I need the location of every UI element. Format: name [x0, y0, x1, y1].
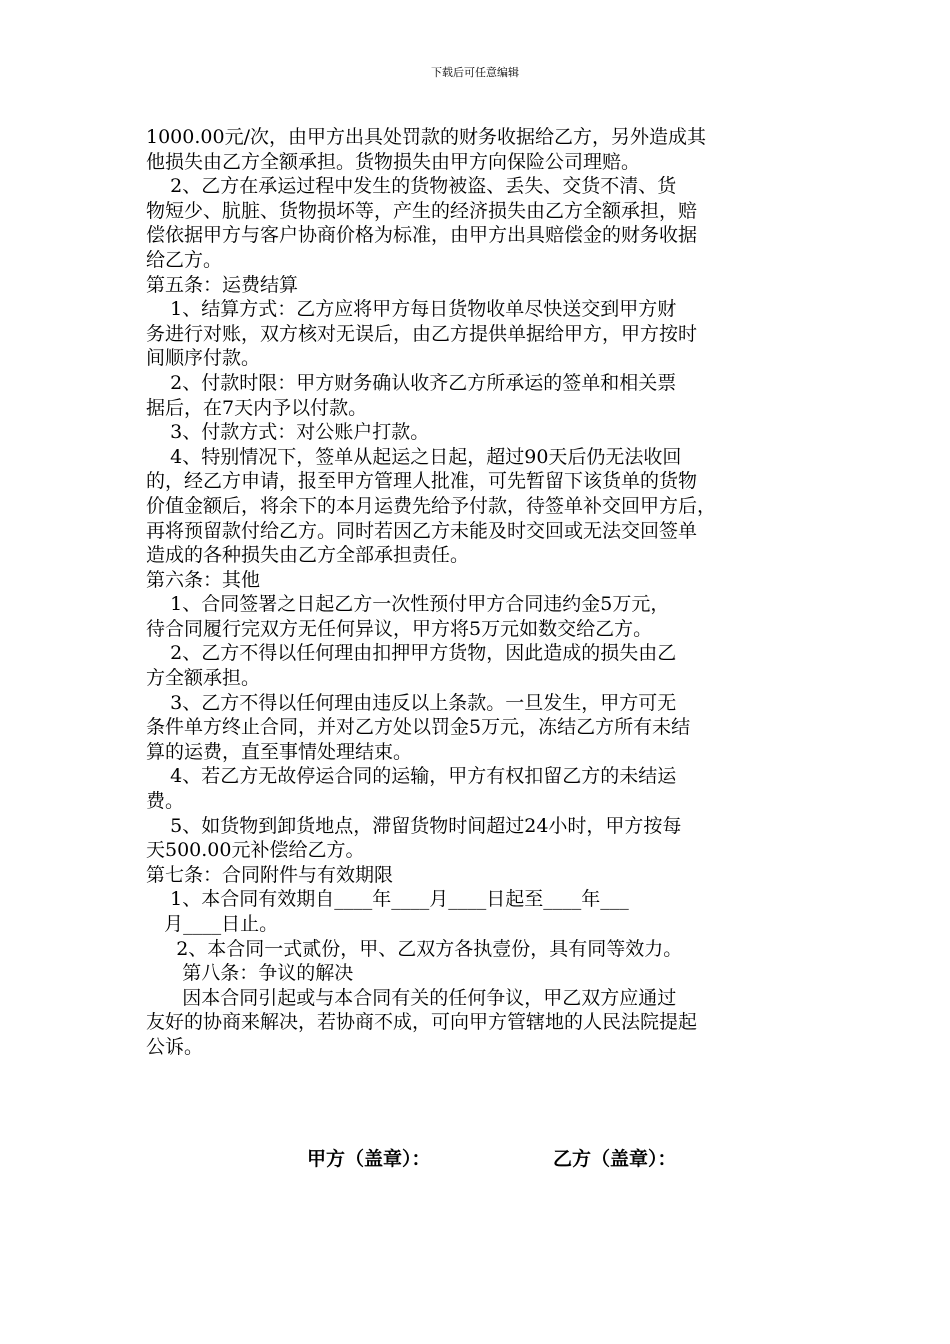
- text-line: 公诉。: [146, 1035, 204, 1058]
- text-line: 算的运费，直至事情处理结束。: [146, 740, 413, 763]
- text-line: 方全额承担。: [146, 667, 261, 690]
- text-line: 据后，在7天内予以付款。: [146, 396, 368, 419]
- text-line: 待合同履行完双方无任何异议，甲方将5万元如数交给乙方。: [146, 617, 653, 640]
- text-line: 2、乙方在承运过程中发生的货物被盗、丢失、交货不清、货: [146, 175, 677, 198]
- text-line: 给乙方。: [146, 248, 223, 271]
- text-line: 间顺序付款。: [146, 347, 261, 370]
- text-line: 费。: [146, 790, 185, 813]
- text-line: 第七条：合同附件与有效期限: [146, 863, 394, 886]
- text-line: 2、乙方不得以任何理由扣押甲方货物，因此造成的损失由乙: [146, 642, 677, 665]
- text-line: 2、付款时限：甲方财务确认收齐乙方所承运的签单和相关票: [146, 371, 677, 394]
- text-line: 因本合同引起或与本合同有关的任何争议，甲乙双方应通过: [146, 986, 677, 1009]
- text-line: 月____日止。: [146, 913, 279, 935]
- text-line: 他损失由乙方全额承担。货物损失由甲方向保险公司理赔。: [146, 150, 641, 173]
- text-line: 务进行对账，双方核对无误后，由乙方提供单据给甲方，甲方按时: [146, 322, 698, 345]
- text-line: 2、本合同一式贰份，甲、乙双方各执壹份，具有同等效力。: [146, 937, 683, 960]
- text-line: 3、付款方式：对公账户打款。: [146, 421, 430, 444]
- text-line: 4、若乙方无故停运合同的运输，甲方有权扣留乙方的未结运: [146, 765, 677, 788]
- text-line: 再将预留款付给乙方。同时若因乙方未能及时交回或无法交回签单: [146, 519, 698, 542]
- text-line: 的，经乙方申请，报至甲方管理人批准，可先暂留下该货单的货物: [146, 470, 698, 493]
- party-a-seal-label: 甲方（盖章）：: [307, 1148, 431, 1170]
- text-line: 1000.00元/次，由甲方出具处罚款的财务收据给乙方，另外造成其: [146, 126, 706, 148]
- text-line: 1、合同签署之日起乙方一次性预付甲方合同违约金5万元，: [146, 593, 670, 616]
- text-line: 1、本合同有效期自____年____月____日起至____年___: [146, 888, 629, 911]
- party-b-seal-label: 乙方（盖章）：: [553, 1148, 677, 1170]
- text-line: 4、特别情况下，签单从起运之日起，超过90天后仍无法收回: [146, 445, 682, 468]
- text-line: 友好的协商来解决，若协商不成，可向甲方管辖地的人民法院提起: [146, 1011, 698, 1034]
- text-line: 第八条：争议的解决: [146, 962, 354, 985]
- signature-row: [0, 1146, 950, 1176]
- text-line: 价值金额后，将余下的本月运费先给予付款，待签单补交回甲方后，: [146, 494, 717, 517]
- text-line: 条件单方终止合同，并对乙方处以罚金5万元，冻结乙方所有未结: [146, 716, 691, 739]
- text-line: 3、乙方不得以任何理由违反以上条款。一旦发生，甲方可无: [146, 691, 677, 714]
- text-line: 5、如货物到卸货地点，滞留货物时间超过24小时，甲方按每: [146, 814, 682, 837]
- text-line: 1、结算方式：乙方应将甲方每日货物收单尽快送交到甲方财: [146, 298, 677, 321]
- text-line: 第五条：运费结算: [146, 273, 299, 296]
- text-line: 天500.00元补偿给乙方。: [146, 839, 365, 862]
- text-line: 偿依据甲方与客户协商价格为标准，由甲方出具赔偿金的财务收据: [146, 224, 698, 247]
- text-line: 造成的各种损失由乙方全部承担责任。: [146, 544, 470, 567]
- contract-body: [146, 125, 816, 1060]
- text-line: 第六条：其他: [146, 568, 261, 591]
- page-header-note: 下载后可任意编辑: [431, 66, 519, 79]
- text-line: 物短少、肮脏、货物损坏等，产生的经济损失由乙方全额承担，赔: [146, 199, 698, 222]
